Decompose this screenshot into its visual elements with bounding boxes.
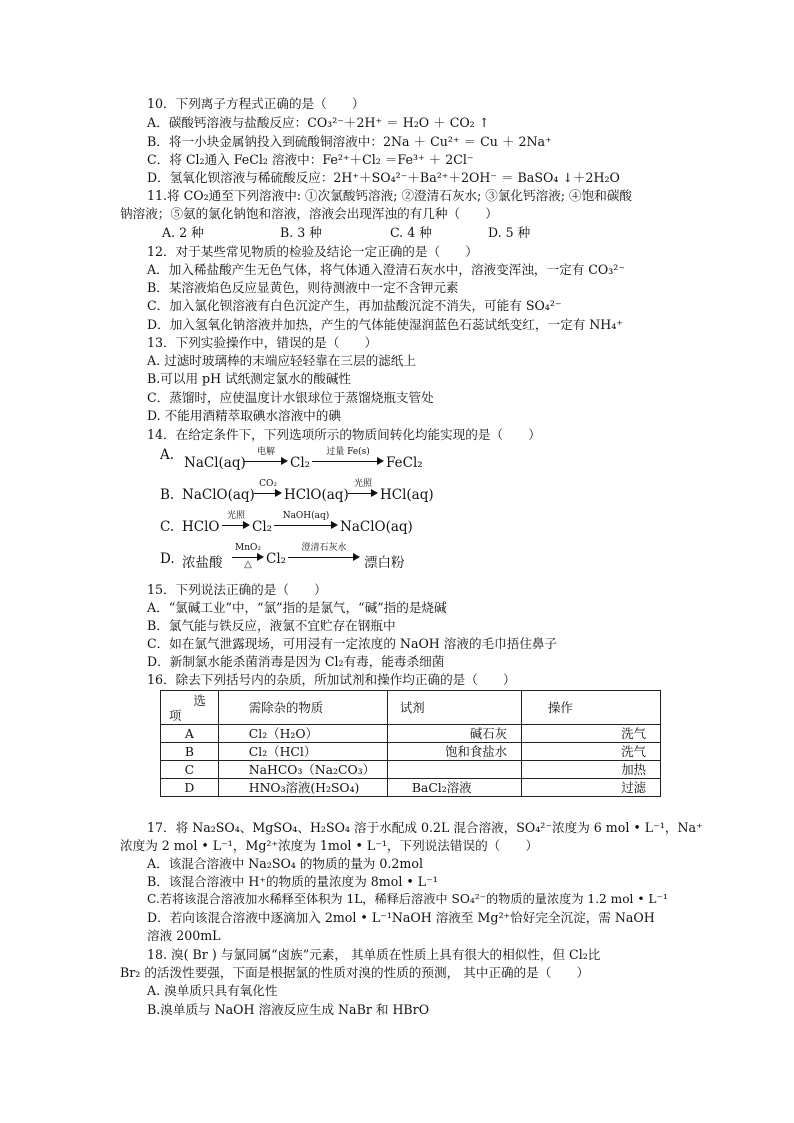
q10-option-d: D．氢氧化钡溶液与稀硫酸反应：2H⁺＋SO₄²⁻＋Ba²⁺＋2OH⁻ ＝ BaSO₄ ↓＋2H₂O — [147, 170, 620, 185]
q14-b-arrow-1 — [254, 479, 282, 505]
q13-option-a: A. 过滤时玻璃棒的末端应轻轻靠在三层的滤纸上 — [147, 353, 416, 368]
q14-c-condition-2: NaOH(aq) — [282, 511, 330, 521]
q14-d-reactant: 浓盐酸 — [182, 555, 223, 571]
q17-stem-line1: 17．将 Na₂SO₄、MgSO₄、H₂SO₄ 溶于水配成 0.2L 混合溶液，SO₄²⁻浓度为 6 mol • L⁻¹，Na⁺ — [147, 820, 703, 835]
q16-row-d-operation: 过滤 — [522, 779, 661, 797]
q14-a-intermediate: Cl₂ — [290, 455, 311, 471]
q16-row-d-reagent: BaCl₂溶液 — [387, 779, 521, 797]
q14-b-reactant: NaClO(aq) — [182, 487, 255, 503]
q14-c-arrow-1 — [222, 511, 250, 537]
q18-option-a: A. 溴单质只具有氧化性 — [147, 983, 278, 998]
table-row — [161, 761, 661, 779]
q14-c-intermediate: Cl₂ — [252, 519, 273, 535]
q16-row-b-option: B — [161, 743, 219, 761]
q14-a-condition-1: 电解 — [256, 447, 275, 457]
q13-option-c: C．蒸馏时，应使温度计水银球位于蒸馏烧瓶支管处 — [147, 390, 434, 405]
q18-stem-line1: 18. 溴( Br ) 与氯同属“卤族”元素， 其单质在性质上具有很大的相似性，但 Cl₂比 — [147, 947, 601, 962]
q16-row-a-reagent: 碱石灰 — [387, 725, 521, 743]
q16-row-c-reagent — [387, 761, 521, 779]
q16-row-c-operation: 加热 — [522, 761, 661, 779]
q18-option-b: B.溴单质与 NaOH 溶液反应生成 NaBr 和 HBrO — [147, 1002, 430, 1017]
q10-option-a: A．碳酸钙溶液与盐酸反应：CO₃²⁻＋2H⁺ ＝ H₂O ＋ CO₂ ↑ — [147, 115, 490, 130]
q14-a-label: A. — [160, 447, 175, 463]
q10-option-b: B．将一小块金属钠投入到硫酸铜溶液中：2Na ＋ Cu²⁺ ＝ Cu ＋ 2Na⁺ — [147, 134, 552, 149]
q14-d-label: D. — [160, 551, 175, 567]
q14-a-product: FeCl₂ — [386, 455, 423, 471]
q13-option-b: B.可以用 pH 试纸测定氯水的酸碱性 — [147, 371, 352, 386]
q15-stem: 15．下列说法正确的是（ ） — [147, 582, 327, 597]
table-row — [161, 725, 661, 743]
q14-stem: 14．在给定条件下，下列选项所示的物质间转化均能实现的是（ ） — [147, 427, 541, 442]
q15-option-a: A．“氯碱工业”中，“氯”指的是氯气，“碱”指的是烧碱 — [147, 600, 447, 615]
q11-stem-line2: 钠溶液；⑤氨的氯化钠饱和溶液，溶液会出现浑浊的有几种（ ） — [120, 206, 498, 221]
q14-a-condition-2: 过量 Fe(s) — [326, 447, 370, 457]
q14-d-arrow-1 — [232, 543, 264, 569]
q14-a-arrow-1 — [244, 447, 288, 473]
q16-header-operation: 操作 — [522, 691, 661, 725]
q12-option-d: D．加入氢氧化钠溶液并加热，产生的气体能使湿润蓝色石蕊试纸变红，一定有 NH₄⁺ — [147, 317, 623, 332]
q14-d-arrow-2 — [288, 543, 360, 569]
q14-b-condition-2: 光照 — [353, 479, 372, 489]
q16-header-substance: 需除杂的物质 — [218, 691, 387, 725]
q14-a-reactant: NaCl(aq) — [184, 455, 246, 471]
q16-row-d-option: D — [161, 779, 219, 797]
q14-b-condition-1: CO₂ — [259, 479, 277, 489]
q14-b-arrow-2 — [348, 479, 378, 505]
q12-option-a: A．加入稀盐酸产生无色气体，将气体通入澄清石灰水中，溶液变浑浊，一定有 CO₃²⁻ — [147, 262, 625, 277]
q14-d-condition-1: MnO₂ — [235, 543, 261, 553]
q16-row-a-option: A — [161, 725, 219, 743]
q15-option-b: B．氯气能与铁反应，液氯不宜贮存在钢瓶中 — [147, 618, 396, 633]
q16-row-c-option: C — [161, 761, 219, 779]
q14-c-reactant: HClO — [182, 519, 220, 535]
q14-d-condition-2: 澄清石灰水 — [301, 543, 347, 553]
q10-stem: 10．下列离子方程式正确的是（ ） — [147, 96, 365, 111]
q14-b-intermediate: HClO(aq) — [284, 487, 349, 503]
q17-option-c: C.若将该混合溶液加水稀释至体积为 1L，稀释后溶液中 SO₄²⁻的物质的量浓度为 1.2 mol • L⁻¹ — [147, 892, 668, 906]
q14-b-product: HCl(aq) — [380, 487, 434, 503]
q17-stem-line2: 浓度为 2 mol • L⁻¹，Mg²⁺浓度为 1mol • L⁻¹，下列说法错误的（ ） — [120, 838, 539, 853]
q14-d-condition-heat: △ — [244, 559, 252, 570]
q11-option-d: D. 5 种 — [488, 225, 531, 240]
q14-d-intermediate: Cl₂ — [266, 551, 287, 567]
q14-b-label: B. — [160, 487, 175, 503]
q16-table — [160, 690, 661, 797]
q11-option-a: A. 2 种 — [162, 225, 204, 240]
table-row — [161, 779, 661, 797]
q16-table-header — [161, 691, 661, 725]
q10-option-c: C．将 Cl₂通入 FeCl₂ 溶液中：Fe²⁺＋Cl₂ ＝Fe³⁺ ＋ 2Cl⁻ — [147, 152, 474, 167]
q16-row-a-substance: Cl₂（H₂O） — [218, 725, 387, 743]
q15-option-c: C．如在氯气泄露现场，可用浸有一定浓度的 NaOH 溶液的毛巾捂住鼻子 — [147, 636, 558, 651]
q17-option-b: B．该混合溶液中 H⁺的物质的量浓度为 8mol • L⁻¹ — [147, 874, 438, 889]
table-row — [161, 743, 661, 761]
q16-row-c-substance: NaHCO₃（Na₂CO₃） — [218, 761, 387, 779]
q16-row-b-substance: Cl₂（HCl） — [218, 743, 387, 761]
q12-option-c: C．加入氯化钡溶液有白色沉淀产生，再加盐酸沉淀不消失，可能有 SO₄²⁻ — [147, 298, 562, 313]
q14-c-label: C. — [160, 519, 175, 535]
q16-header-option: 选 项 — [161, 691, 219, 725]
q16-row-b-operation: 洗气 — [522, 743, 661, 761]
q14-a-arrow-2 — [312, 447, 384, 473]
q17-option-d-line1: D．若向该混合溶液中逐滴加入 2mol • L⁻¹NaOH 溶液至 Mg²⁺恰好完全沉淀，需 NaOH — [147, 910, 655, 925]
q12-option-b: B．某溶液焰色反应显黄色，则待测液中一定不含钾元素 — [147, 280, 459, 295]
q14-c-arrow-2 — [274, 511, 338, 537]
q16-header-reagent: 试剂 — [387, 691, 521, 725]
q13-stem: 13．下列实验操作中，错误的是（ ） — [147, 335, 378, 350]
q16-row-b-reagent: 饱和食盐水 — [387, 743, 521, 761]
q17-option-a: A．该混合溶液中 Na₂SO₄ 的物质的量为 0.2mol — [147, 856, 423, 871]
q14-d-product: 漂白粉 — [364, 555, 405, 571]
q14-c-product: NaClO(aq) — [340, 519, 413, 535]
q16-stem: 16．除去下列括号内的杂质，所加试剂和操作均正确的是（ ） — [147, 672, 516, 687]
q13-option-d: D. 不能用酒精萃取碘水溶液中的碘 — [147, 408, 341, 423]
q16-row-a-operation: 洗气 — [522, 725, 661, 743]
q17-option-d-line2: 溶液 200mL — [147, 928, 221, 943]
q18-stem-line2: Br₂ 的活泼性要强，下面是根据氯的性质对溴的性质的预测， 其中正确的是（ ） — [120, 965, 590, 980]
q12-stem: 12．对于某些常见物质的检验及结论一定正确的是（ ） — [147, 244, 478, 259]
q16-row-d-substance: HNO₃溶液(H₂SO₄) — [218, 779, 387, 797]
q15-option-d: D．新制氯水能杀菌消毒是因为 Cl₂有毒，能毒杀细菌 — [147, 654, 445, 669]
q11-option-b: B. 3 种 — [280, 225, 322, 240]
q14-c-condition-1: 光照 — [226, 511, 245, 521]
q11-stem-line1: 11.将 CO₂通至下列溶液中: ①次氯酸钙溶液; ②澄清石灰水; ③氯化钙溶液; ④饱和碳酸 — [147, 188, 633, 203]
q11-option-c: C. 4 种 — [390, 225, 432, 240]
